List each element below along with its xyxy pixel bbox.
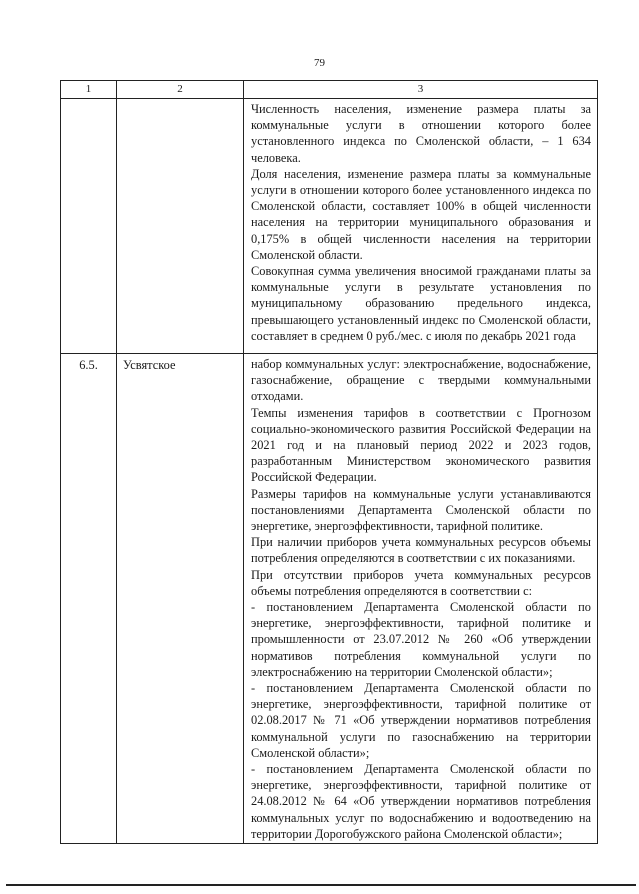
paragraph: набор коммунальных услуг: электроснабжение, водоснабжение, газоснабжение, обращение с твердыми коммунальными отходами.	[251, 357, 591, 404]
paragraph: - постановлением Департамента Смоленской области по энергетике, энергоэффективности, тарифной политике от 02.08.2017 № 71 «Об утверждении нормативов потребления коммунальной услуги по газоснабжению на территории Смоленской области»;	[251, 681, 591, 760]
paragraph: - постановлением Департамента Смоленской области по энергетике, энергоэффективности, тарифной политике от 24.08.2012 № 64 «Об утверждении нормативов потребления коммунальных услуг по водоснабжению и водоотведению на территории Дорогобужского района Смоленской области»;	[251, 762, 591, 841]
paragraph: При наличии приборов учета коммунальных ресурсов объемы потребления определяются в соответствии с их показаниями.	[251, 535, 591, 566]
tariff-table	[60, 80, 598, 844]
table-row	[61, 354, 598, 844]
row-number	[61, 99, 117, 354]
paragraph: Численность населения, изменение размера платы за коммунальные услуги в отношении которого более установленного индекса по Смоленской области, – 1 634 человека.	[251, 102, 591, 165]
bottom-rule	[6, 884, 636, 886]
table-row	[61, 99, 598, 354]
paragraph: Доля населения, изменение размера платы за коммунальные услуги в отношении которого более установленного индекса по Смоленской области, составляет 100% в общей численности населения на территории муниципального образования и 0,175% в общей численности населения на территории Смоленской области.	[251, 166, 591, 262]
row-description	[244, 354, 598, 844]
paragraph: При отсутствии приборов учета коммунальных ресурсов объемы потребления определяются в соответствии с:	[251, 567, 591, 598]
municipality-name: Усвятское	[117, 354, 244, 844]
paragraph: Размеры тарифов на коммунальные услуги устанавливаются постановлениями Департамента Смоленской области по энергетике, энергоэффективности, тарифной политике.	[251, 486, 591, 534]
header-col-3: 3	[244, 81, 598, 99]
table-header-row	[61, 81, 598, 99]
paragraph: Темпы изменения тарифов в соответствии с Прогнозом социально-экономического развития Российской Федерации на 2021 год и на плановый период 2022 и 2023 годов, разработанным Министерством экономического развития Российской Федерации.	[251, 405, 591, 485]
municipality-name	[117, 99, 244, 354]
paragraph: Совокупная сумма увеличения вносимой гражданами платы за коммунальные услуги в результате установления по муниципальному образованию предельного индекса, превышающего установленный индекс по Смоленской области, составляет в среднем 0 руб./мес. с июля по декабрь 2021 года	[251, 264, 591, 343]
row-description	[244, 99, 598, 354]
page-number: 79	[314, 57, 325, 69]
header-col-2: 2	[117, 81, 244, 99]
row-number: 6.5.	[61, 354, 117, 844]
paragraph: - постановлением Департамента Смоленской области по энергетике, энергоэффективности, тарифной политике и промышленности от 23.07.2012 № 260 «Об утверждении нормативов потребления коммунальной услуги по электроснабжению на территории Смоленской области»;	[251, 600, 591, 679]
header-col-1: 1	[61, 81, 117, 99]
